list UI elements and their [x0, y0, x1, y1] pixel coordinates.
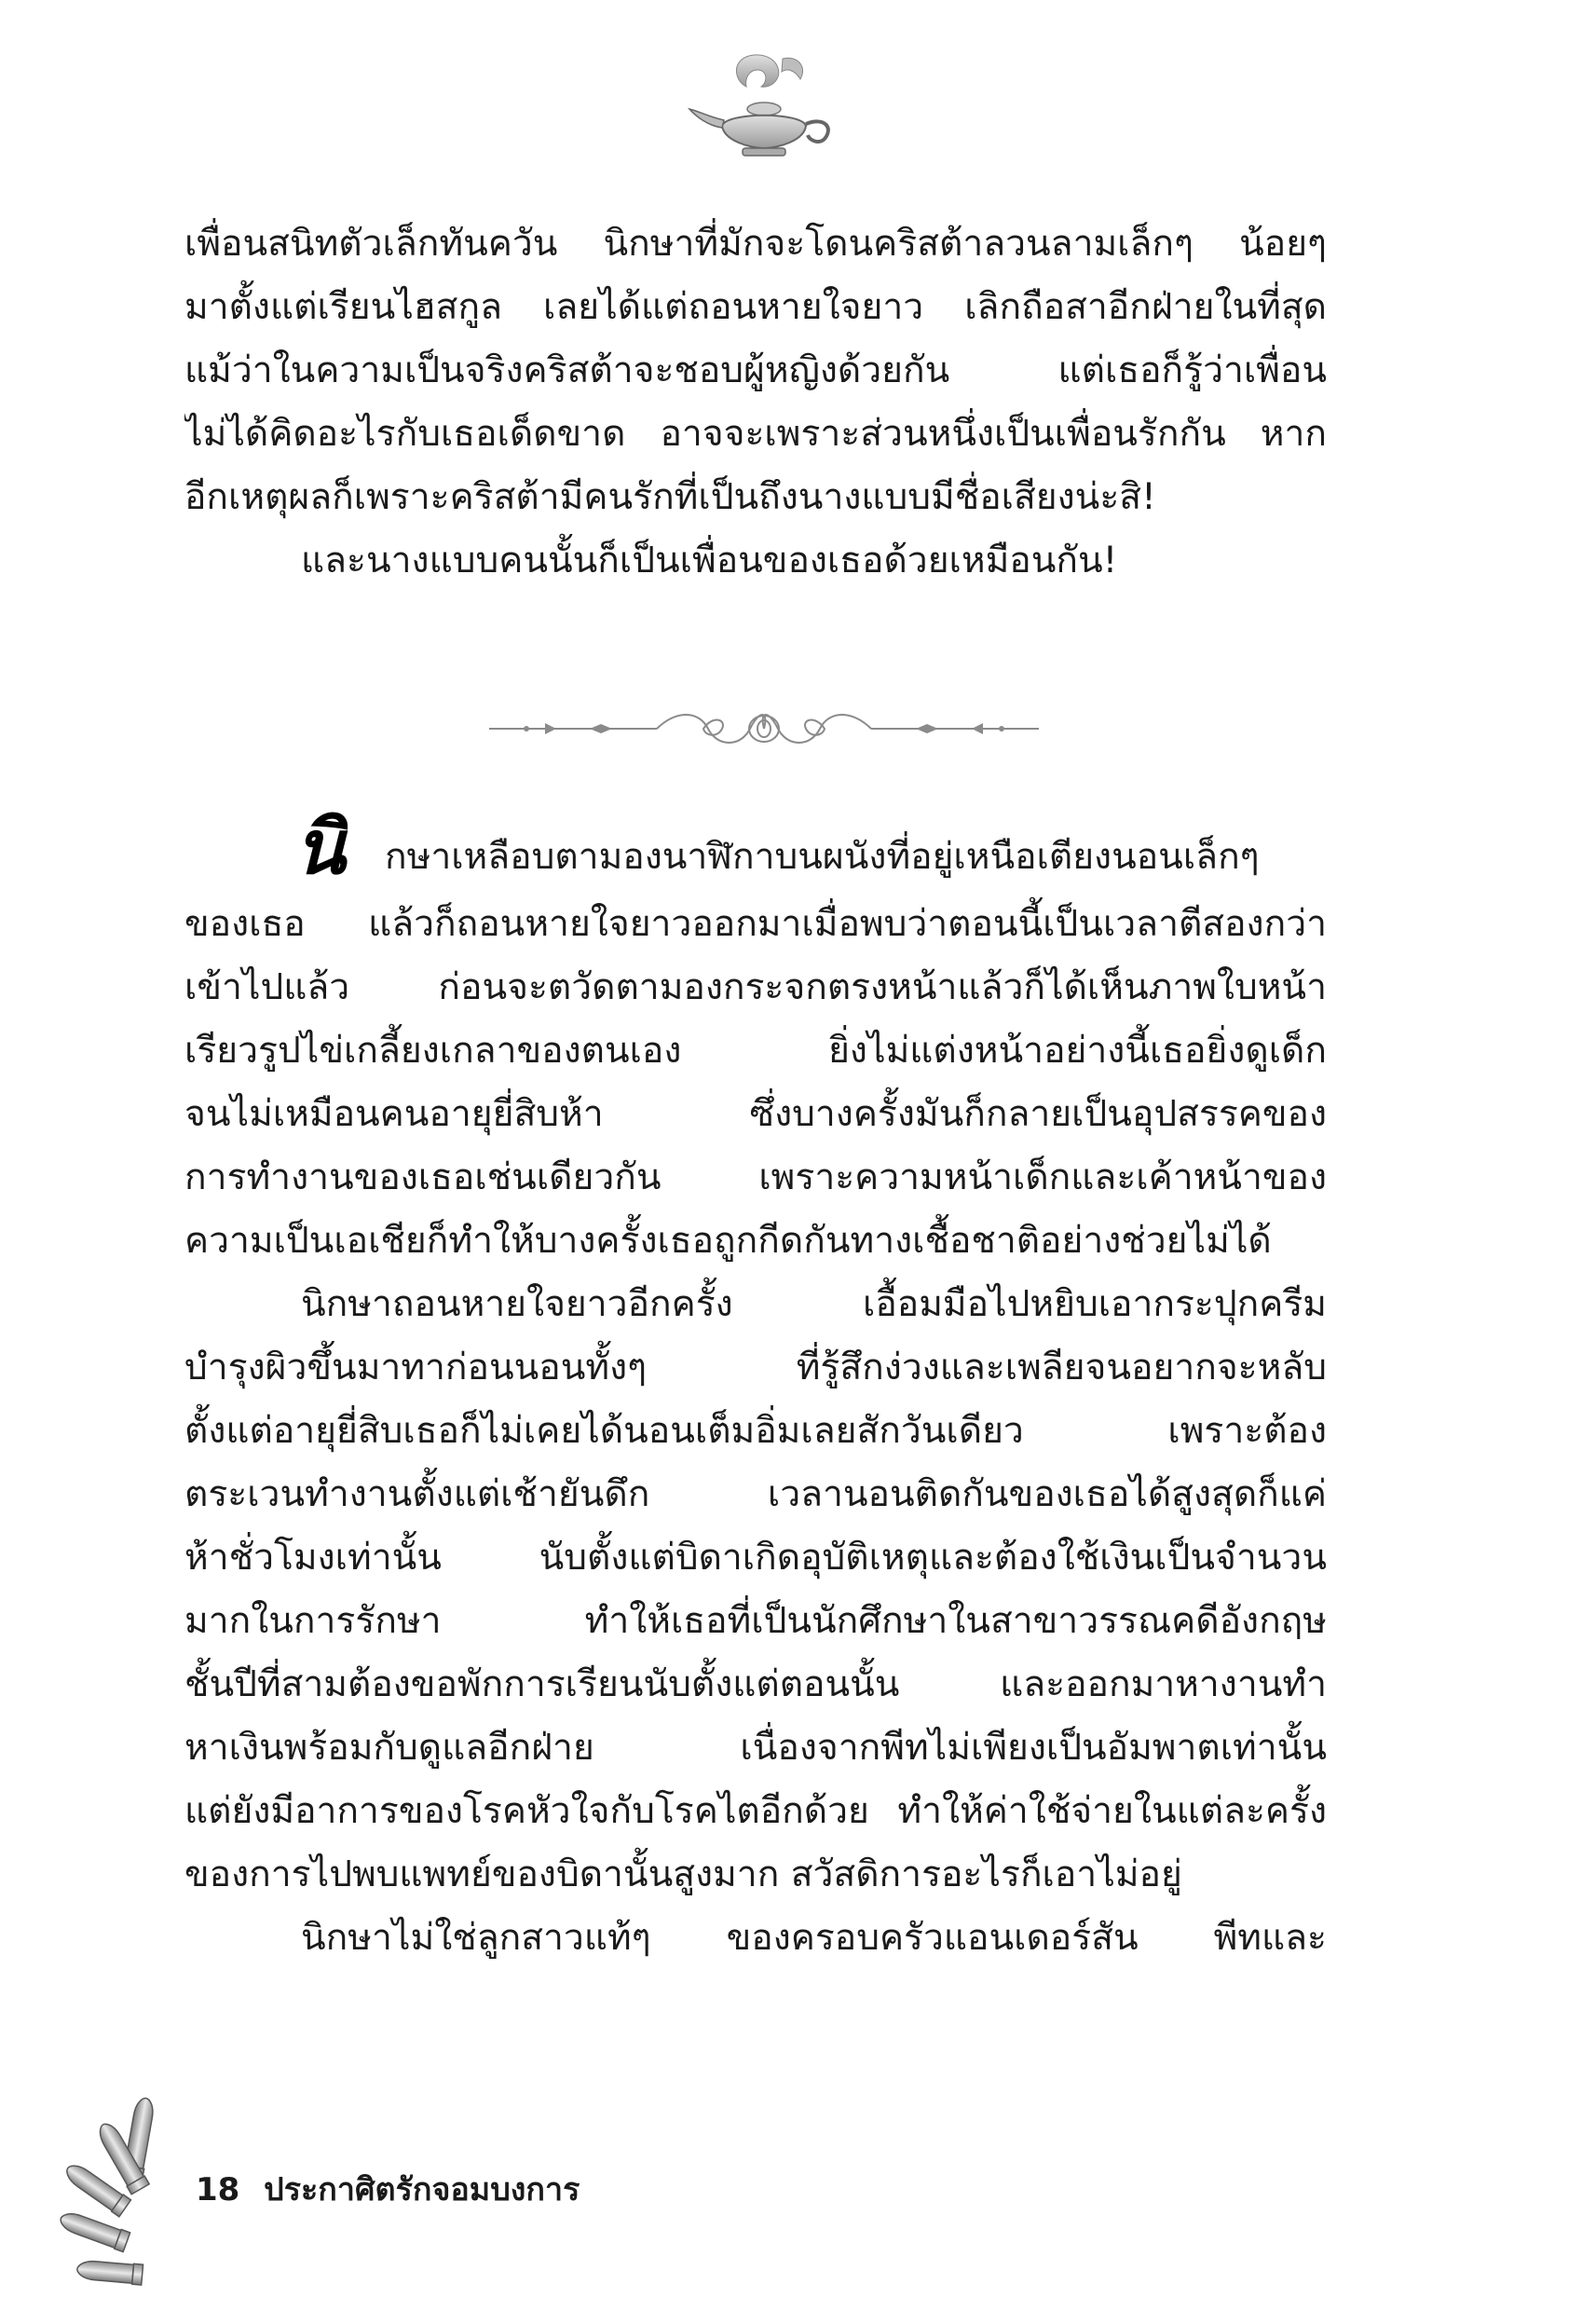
magic-lamp-ornament-icon — [685, 51, 843, 163]
text-line: มากในการรักษา ทำให้เธอที่เป็นนักศึกษาในสาขาวรรณคดีอังกฤษ — [184, 1600, 1327, 1642]
text-line: มาตั้งแต่เรียนไฮสกูล เลยได้แต่ถอนหายใจยาว เลิกถือสาอีกฝ่ายในที่สุด — [184, 286, 1327, 328]
paragraph-block-2-body — [184, 893, 1327, 1970]
page-footer — [196, 2164, 580, 2214]
paragraph-block-1 — [184, 212, 1327, 593]
text-line: ของเธอ แล้วก็ถอนหายใจยาวออกมาเมื่อพบว่าตอนนี้เป็นเวลาตีสองกว่า — [184, 903, 1327, 945]
text-line: และนางแบบคนนั้นก็เป็นเพื่อนของเธอด้วยเหมือนกัน! — [301, 540, 1118, 581]
paragraph-block-2 — [184, 803, 1327, 893]
drop-cap: นิ — [294, 803, 346, 891]
text-line: เข้าไปแล้ว ก่อนจะตวัดตามองกระจกตรงหน้าแล้วก็ได้เห็นภาพใบหน้า — [184, 966, 1327, 1008]
text-line: นิกษาไม่ใช่ลูกสาวแท้ๆ ของครอบครัวแอนเดอร์สัน พีทและ — [301, 1917, 1327, 1959]
text-line: หาเงินพร้อมกับดูแลอีกฝ่าย เนื่องจากพีทไม่เพียงเป็นอัมพาตเท่านั้น — [184, 1727, 1327, 1769]
text-line: ความเป็นเอเชียก็ทำให้บางครั้งเธอถูกกีดกันทางเชื้อชาติอย่างช่วยไม่ได้ — [184, 1220, 1272, 1262]
page-number: 18 — [196, 2171, 240, 2208]
book-title: ประกาศิตรักจอมบงการ — [264, 2171, 580, 2208]
text-line: ของการไปพบแพทย์ของบิดานั้นสูงมาก สวัสดิการอะไรก็เอาไม่อยู่ — [184, 1853, 1182, 1895]
text-line: อีกเหตุผลก็เพราะคริสต้ามีคนรักที่เป็นถึงนางแบบมีชื่อเสียงน่ะสิ! — [184, 476, 1156, 518]
bullets-ornament-icon — [58, 2087, 198, 2292]
text-line: แม้ว่าในความเป็นจริงคริสต้าจะชอบผู้หญิงด้วยกัน แต่เธอก็รู้ว่าเพื่อน — [184, 349, 1327, 391]
text-line: ตั้งแต่อายุยี่สิบเธอก็ไม่เคยได้นอนเต็มอิ่มเลยสักวันเดียว เพราะต้อง — [184, 1410, 1327, 1452]
flourish-divider-icon — [489, 701, 1039, 757]
text-line: เรียวรูปไข่เกลี้ยงเกลาของตนเอง ยิ่งไม่แต่งหน้าอย่างนี้เธอยิ่งดูเด็ก — [184, 1030, 1327, 1072]
text-line: ตระเวนทำงานตั้งแต่เช้ายันดึก เวลานอนติดกันของเธอได้สูงสุดก็แค่ — [184, 1473, 1327, 1515]
text-line: นิกษาถอนหายใจยาวอีกครั้ง เอื้อมมือไปหยิบเอากระปุกครีม — [301, 1283, 1327, 1325]
text-line: ชั้นปีที่สามต้องขอพักการเรียนนับตั้งแต่ตอนนั้น และออกมาหางานทำ — [184, 1663, 1327, 1705]
text-line: เพื่อนสนิทตัวเล็กทันควัน นิกษาที่มักจะโดนคริสต้าลวนลามเล็กๆ น้อยๆ — [184, 223, 1327, 265]
text-line: บำรุงผิวขึ้นมาทาก่อนนอนทั้งๆ ที่รู้สึกง่วงและเพลียจนอยากจะหลับ — [184, 1347, 1327, 1388]
text-line: ไม่ได้คิดอะไรกับเธอเด็ดขาด อาจจะเพราะส่วนหนึ่งเป็นเพื่อนรักกัน หาก — [184, 413, 1327, 455]
text-line: แต่ยังมีอาการของโรคหัวใจกับโรคไตอีกด้วย ทำให้ค่าใช้จ่ายในแต่ละครั้ง — [184, 1790, 1327, 1832]
text-line: การทำงานของเธอเช่นเดียวกัน เพราะความหน้าเด็กและเค้าหน้าของ — [184, 1156, 1327, 1198]
text-line: ห้าชั่วโมงเท่านั้น นับตั้งแต่บิดาเกิดอุบัติเหตุและต้องใช้เงินเป็นจำนวน — [184, 1537, 1327, 1579]
text-line: กษาเหลือบตามองนาฬิกาบนผนังที่อยู่เหนือเตียงนอนเล็กๆ — [385, 836, 1260, 878]
text-line: จนไม่เหมือนคนอายุยี่สิบห้า ซึ่งบางครั้งมันก็กลายเป็นอุปสรรคของ — [184, 1093, 1327, 1135]
drop-cap-line — [184, 803, 1327, 893]
